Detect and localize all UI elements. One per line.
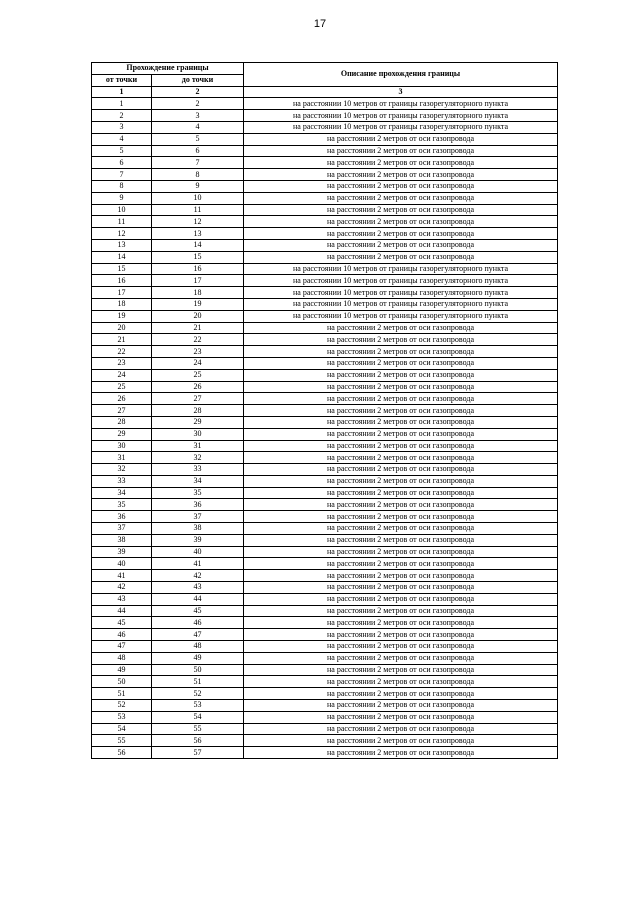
to-point-cell: 7: [152, 157, 244, 169]
description-cell: на расстоянии 2 метров от оси газопровода: [244, 204, 558, 216]
description-cell: на расстоянии 2 метров от оси газопровода: [244, 169, 558, 181]
to-point-cell: 19: [152, 298, 244, 310]
from-point-cell: 21: [92, 334, 152, 346]
to-point-header: до точки: [152, 74, 244, 86]
table-row: [92, 110, 558, 122]
description-cell: на расстоянии 2 метров от оси газопровода: [244, 593, 558, 605]
to-point-cell: 17: [152, 275, 244, 287]
to-point-cell: 12: [152, 216, 244, 228]
to-point-cell: 45: [152, 605, 244, 617]
from-point-cell: 33: [92, 475, 152, 487]
to-point-cell: 30: [152, 428, 244, 440]
table-row: [92, 369, 558, 381]
to-point-cell: 48: [152, 641, 244, 653]
description-cell: на расстоянии 2 метров от оси газопровода: [244, 369, 558, 381]
from-point-cell: 45: [92, 617, 152, 629]
table-row: [92, 204, 558, 216]
description-cell: на расстоянии 2 метров от оси газопровода: [244, 452, 558, 464]
to-point-cell: 36: [152, 499, 244, 511]
table-row: [92, 251, 558, 263]
description-cell: на расстоянии 10 метров от границы газорегуляторного пункта: [244, 275, 558, 287]
description-cell: на расстоянии 2 метров от оси газопровода: [244, 393, 558, 405]
from-point-cell: 51: [92, 688, 152, 700]
from-point-cell: 46: [92, 629, 152, 641]
to-point-cell: 13: [152, 228, 244, 240]
to-point-cell: 51: [152, 676, 244, 688]
table-body: [92, 98, 558, 759]
from-point-cell: 22: [92, 346, 152, 358]
table-row: [92, 499, 558, 511]
table-row: [92, 570, 558, 582]
from-point-cell: 18: [92, 298, 152, 310]
table-row: [92, 393, 558, 405]
from-point-cell: 4: [92, 133, 152, 145]
description-cell: на расстоянии 2 метров от оси газопровода: [244, 180, 558, 192]
from-point-cell: 23: [92, 357, 152, 369]
to-point-cell: 50: [152, 664, 244, 676]
table-row: [92, 464, 558, 476]
from-point-cell: 39: [92, 546, 152, 558]
table-row: [92, 405, 558, 417]
to-point-cell: 28: [152, 405, 244, 417]
description-cell: на расстоянии 10 метров от границы газорегуляторного пункта: [244, 110, 558, 122]
description-cell: на расстоянии 2 метров от оси газопровода: [244, 322, 558, 334]
table-row: [92, 723, 558, 735]
to-point-cell: 6: [152, 145, 244, 157]
description-cell: на расстоянии 10 метров от границы газорегуляторного пункта: [244, 287, 558, 299]
to-point-cell: 53: [152, 700, 244, 712]
from-point-cell: 1: [92, 98, 152, 110]
from-point-cell: 19: [92, 310, 152, 322]
table-row: [92, 452, 558, 464]
to-point-cell: 22: [152, 334, 244, 346]
from-point-cell: 12: [92, 228, 152, 240]
table-row: [92, 735, 558, 747]
column-number: 1: [92, 86, 152, 98]
table-row: [92, 700, 558, 712]
table-row: [92, 133, 558, 145]
table-row: [92, 180, 558, 192]
to-point-cell: 29: [152, 416, 244, 428]
to-point-cell: 27: [152, 393, 244, 405]
from-point-header: от точки: [92, 74, 152, 86]
from-point-cell: 6: [92, 157, 152, 169]
page-number: 17: [313, 18, 327, 30]
to-point-cell: 26: [152, 381, 244, 393]
to-point-cell: 21: [152, 322, 244, 334]
from-point-cell: 55: [92, 735, 152, 747]
description-cell: на расстоянии 2 метров от оси газопровода: [244, 157, 558, 169]
to-point-cell: 49: [152, 652, 244, 664]
table-row: [92, 428, 558, 440]
from-point-cell: 15: [92, 263, 152, 275]
from-point-cell: 34: [92, 487, 152, 499]
table-row: [92, 275, 558, 287]
to-point-cell: 24: [152, 357, 244, 369]
to-point-cell: 18: [152, 287, 244, 299]
table-row: [92, 381, 558, 393]
from-point-cell: 30: [92, 440, 152, 452]
boundary-table: [91, 62, 558, 759]
table-row: [92, 440, 558, 452]
from-point-cell: 24: [92, 369, 152, 381]
to-point-cell: 54: [152, 711, 244, 723]
description-cell: на расстоянии 2 метров от оси газопровода: [244, 664, 558, 676]
from-point-cell: 8: [92, 180, 152, 192]
table-header: [92, 63, 558, 98]
to-point-cell: 23: [152, 346, 244, 358]
to-point-cell: 47: [152, 629, 244, 641]
description-cell: на расстоянии 2 метров от оси газопровода: [244, 700, 558, 712]
from-point-cell: 11: [92, 216, 152, 228]
to-point-cell: 37: [152, 511, 244, 523]
to-point-cell: 40: [152, 546, 244, 558]
from-point-cell: 9: [92, 192, 152, 204]
to-point-cell: 16: [152, 263, 244, 275]
table-row: [92, 511, 558, 523]
table-row: [92, 298, 558, 310]
description-cell: на расстоянии 10 метров от границы газорегуляторного пункта: [244, 98, 558, 110]
table-row: [92, 523, 558, 535]
description-cell: на расстоянии 2 метров от оси газопровода: [244, 346, 558, 358]
description-cell: на расстоянии 2 метров от оси газопровода: [244, 711, 558, 723]
table-row: [92, 216, 558, 228]
from-point-cell: 53: [92, 711, 152, 723]
table-row: [92, 322, 558, 334]
table-row: [92, 346, 558, 358]
to-point-cell: 10: [152, 192, 244, 204]
from-point-cell: 44: [92, 605, 152, 617]
description-cell: на расстоянии 2 метров от оси газопровода: [244, 192, 558, 204]
table-row: [92, 416, 558, 428]
description-cell: на расстоянии 2 метров от оси газопровода: [244, 239, 558, 251]
to-point-cell: 2: [152, 98, 244, 110]
to-point-cell: 11: [152, 204, 244, 216]
from-point-cell: 2: [92, 110, 152, 122]
table-row: [92, 169, 558, 181]
header-row-group: [92, 63, 558, 75]
from-point-cell: 43: [92, 593, 152, 605]
table-row: [92, 145, 558, 157]
column-number: 2: [152, 86, 244, 98]
to-point-cell: 31: [152, 440, 244, 452]
description-cell: на расстоянии 2 метров от оси газопровода: [244, 582, 558, 594]
to-point-cell: 52: [152, 688, 244, 700]
description-cell: на расстоянии 2 метров от оси газопровода: [244, 570, 558, 582]
to-point-cell: 38: [152, 523, 244, 535]
description-cell: на расстоянии 2 метров от оси газопровода: [244, 558, 558, 570]
table-row: [92, 558, 558, 570]
table-row: [92, 676, 558, 688]
description-cell: на расстоянии 2 метров от оси газопровода: [244, 723, 558, 735]
description-cell: на расстоянии 2 метров от оси газопровода: [244, 133, 558, 145]
description-cell: на расстоянии 2 метров от оси газопровода: [244, 405, 558, 417]
from-point-cell: 41: [92, 570, 152, 582]
from-point-cell: 3: [92, 121, 152, 133]
description-cell: на расстоянии 2 метров от оси газопровода: [244, 546, 558, 558]
table-row: [92, 192, 558, 204]
description-cell: на расстоянии 2 метров от оси газопровода: [244, 475, 558, 487]
column-number-row: [92, 86, 558, 98]
table-row: [92, 121, 558, 133]
from-point-cell: 14: [92, 251, 152, 263]
from-point-cell: 48: [92, 652, 152, 664]
from-point-cell: 37: [92, 523, 152, 535]
column-number: 3: [244, 86, 558, 98]
from-point-cell: 7: [92, 169, 152, 181]
to-point-cell: 55: [152, 723, 244, 735]
to-point-cell: 20: [152, 310, 244, 322]
from-point-cell: 50: [92, 676, 152, 688]
table-row: [92, 652, 558, 664]
table-row: [92, 641, 558, 653]
description-cell: на расстоянии 2 метров от оси газопровода: [244, 334, 558, 346]
to-point-cell: 25: [152, 369, 244, 381]
table-row: [92, 263, 558, 275]
from-point-cell: 13: [92, 239, 152, 251]
description-cell: на расстоянии 2 метров от оси газопровода: [244, 534, 558, 546]
to-point-cell: 9: [152, 180, 244, 192]
description-header: Описание прохождения границы: [244, 63, 558, 87]
table-row: [92, 239, 558, 251]
table-row: [92, 688, 558, 700]
description-cell: на расстоянии 2 метров от оси газопровода: [244, 428, 558, 440]
from-point-cell: 31: [92, 452, 152, 464]
description-cell: на расстоянии 2 метров от оси газопровода: [244, 487, 558, 499]
to-point-cell: 5: [152, 133, 244, 145]
from-point-cell: 32: [92, 464, 152, 476]
description-cell: на расстоянии 2 метров от оси газопровода: [244, 605, 558, 617]
description-cell: на расстоянии 2 метров от оси газопровода: [244, 511, 558, 523]
table-row: [92, 287, 558, 299]
from-point-cell: 52: [92, 700, 152, 712]
to-point-cell: 41: [152, 558, 244, 570]
description-cell: на расстоянии 2 метров от оси газопровода: [244, 629, 558, 641]
description-cell: на расстоянии 2 метров от оси газопровода: [244, 641, 558, 653]
description-cell: на расстоянии 10 метров от границы газорегуляторного пункта: [244, 298, 558, 310]
to-point-cell: 44: [152, 593, 244, 605]
to-point-cell: 35: [152, 487, 244, 499]
from-point-cell: 26: [92, 393, 152, 405]
table-row: [92, 711, 558, 723]
table-row: [92, 593, 558, 605]
to-point-cell: 34: [152, 475, 244, 487]
from-point-cell: 47: [92, 641, 152, 653]
from-point-cell: 17: [92, 287, 152, 299]
description-cell: на расстоянии 2 метров от оси газопровода: [244, 523, 558, 535]
from-point-cell: 5: [92, 145, 152, 157]
description-cell: на расстоянии 2 метров от оси газопровода: [244, 416, 558, 428]
description-cell: на расстоянии 2 метров от оси газопровода: [244, 440, 558, 452]
description-cell: на расстоянии 2 метров от оси газопровода: [244, 357, 558, 369]
description-cell: на расстоянии 2 метров от оси газопровода: [244, 216, 558, 228]
description-cell: на расстоянии 2 метров от оси газопровода: [244, 747, 558, 759]
description-cell: на расстоянии 2 метров от оси газопровода: [244, 676, 558, 688]
table-row: [92, 357, 558, 369]
from-point-cell: 28: [92, 416, 152, 428]
to-point-cell: 14: [152, 239, 244, 251]
to-point-cell: 3: [152, 110, 244, 122]
to-point-cell: 57: [152, 747, 244, 759]
table-row: [92, 546, 558, 558]
description-cell: на расстоянии 10 метров от границы газорегуляторного пункта: [244, 121, 558, 133]
description-cell: на расстоянии 2 метров от оси газопровода: [244, 499, 558, 511]
to-point-cell: 15: [152, 251, 244, 263]
table-row: [92, 664, 558, 676]
table-row: [92, 228, 558, 240]
table-row: [92, 157, 558, 169]
description-cell: на расстоянии 2 метров от оси газопровода: [244, 145, 558, 157]
description-cell: на расстоянии 2 метров от оси газопровода: [244, 228, 558, 240]
from-point-cell: 38: [92, 534, 152, 546]
from-point-cell: 35: [92, 499, 152, 511]
description-cell: на расстоянии 2 метров от оси газопровода: [244, 688, 558, 700]
table-row: [92, 582, 558, 594]
from-point-cell: 27: [92, 405, 152, 417]
from-point-cell: 29: [92, 428, 152, 440]
to-point-cell: 56: [152, 735, 244, 747]
table-row: [92, 310, 558, 322]
description-cell: на расстоянии 2 метров от оси газопровода: [244, 381, 558, 393]
description-cell: на расстоянии 10 метров от границы газорегуляторного пункта: [244, 263, 558, 275]
to-point-cell: 4: [152, 121, 244, 133]
table-row: [92, 617, 558, 629]
to-point-cell: 42: [152, 570, 244, 582]
description-cell: на расстоянии 2 метров от оси газопровода: [244, 652, 558, 664]
from-point-cell: 40: [92, 558, 152, 570]
from-point-cell: 54: [92, 723, 152, 735]
from-point-cell: 20: [92, 322, 152, 334]
description-cell: на расстоянии 10 метров от границы газорегуляторного пункта: [244, 310, 558, 322]
from-point-cell: 16: [92, 275, 152, 287]
description-cell: на расстоянии 2 метров от оси газопровода: [244, 735, 558, 747]
from-point-cell: 25: [92, 381, 152, 393]
description-cell: на расстоянии 2 метров от оси газопровода: [244, 464, 558, 476]
table-row: [92, 334, 558, 346]
table-row: [92, 475, 558, 487]
table-row: [92, 747, 558, 759]
to-point-cell: 33: [152, 464, 244, 476]
to-point-cell: 46: [152, 617, 244, 629]
table-row: [92, 487, 558, 499]
boundary-group-header: Прохождение границы: [92, 63, 244, 75]
from-point-cell: 10: [92, 204, 152, 216]
to-point-cell: 43: [152, 582, 244, 594]
from-point-cell: 56: [92, 747, 152, 759]
to-point-cell: 39: [152, 534, 244, 546]
to-point-cell: 32: [152, 452, 244, 464]
from-point-cell: 42: [92, 582, 152, 594]
description-cell: на расстоянии 2 метров от оси газопровода: [244, 251, 558, 263]
to-point-cell: 8: [152, 169, 244, 181]
table-row: [92, 98, 558, 110]
from-point-cell: 36: [92, 511, 152, 523]
table-row: [92, 534, 558, 546]
table-row: [92, 629, 558, 641]
table-row: [92, 605, 558, 617]
from-point-cell: 49: [92, 664, 152, 676]
description-cell: на расстоянии 2 метров от оси газопровода: [244, 617, 558, 629]
